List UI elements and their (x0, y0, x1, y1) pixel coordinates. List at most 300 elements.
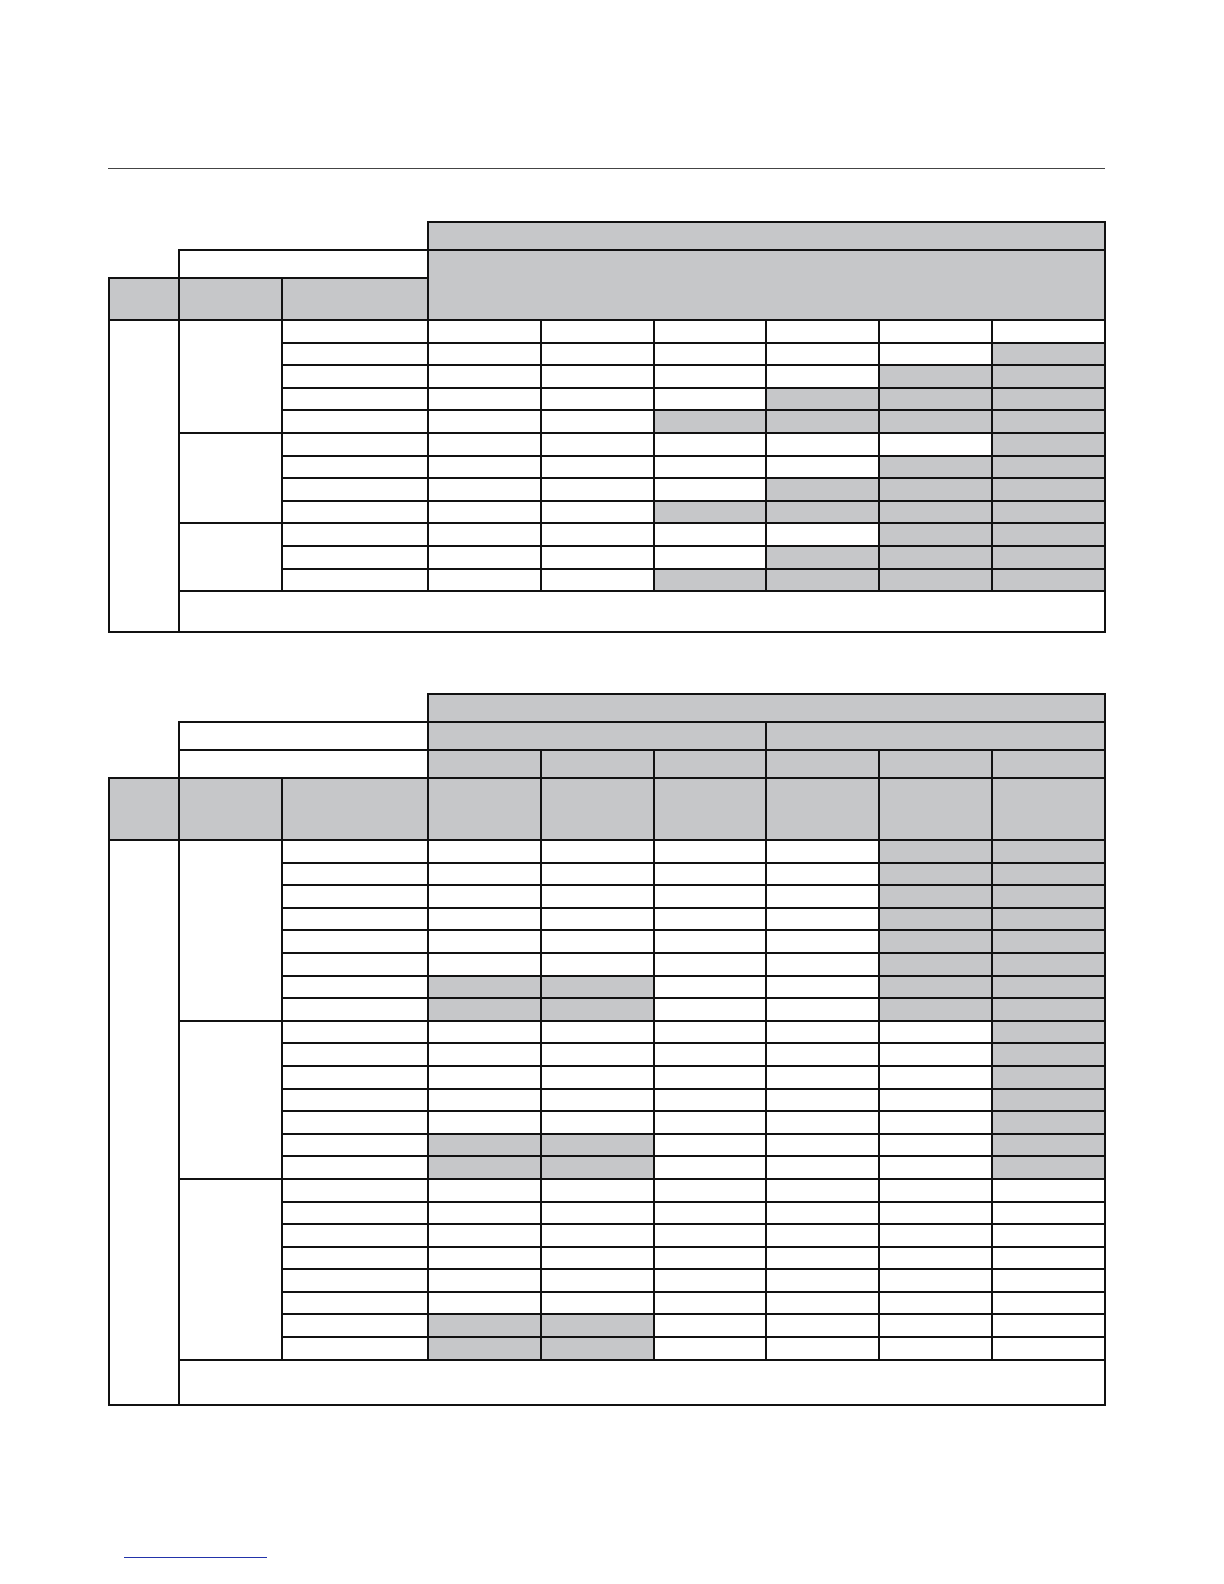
table-cell (428, 1202, 541, 1225)
row-label-cell (282, 433, 428, 456)
table-2-subheader-cell-a (179, 722, 428, 750)
table-footnote-row (109, 591, 1105, 632)
table-cell (654, 1089, 766, 1112)
table-cell (654, 885, 766, 908)
shaded-cell (992, 1156, 1105, 1179)
shaded-cell (879, 523, 992, 546)
shaded-cell (992, 1066, 1105, 1089)
shaded-cell (766, 569, 879, 592)
table-cell (428, 388, 541, 411)
shaded-cell (992, 863, 1105, 886)
table-footnote (179, 591, 1105, 632)
row-label-cell (282, 388, 428, 411)
table-2-header-col-8 (879, 778, 992, 840)
shaded-cell (541, 1156, 654, 1179)
row-group-cell (179, 1179, 282, 1360)
table-cell (879, 1337, 992, 1360)
row-label-cell (282, 1134, 428, 1157)
table-cell (879, 1179, 992, 1202)
table-cell (541, 1089, 654, 1112)
table-1-subheader-cell (179, 250, 428, 278)
table-cell (992, 1224, 1105, 1247)
table-cell (428, 1021, 541, 1044)
row-label-cell (282, 998, 428, 1021)
table-cell (541, 523, 654, 546)
table-2-header-col-2 (179, 778, 282, 840)
shaded-cell (541, 976, 654, 999)
table-cell (766, 885, 879, 908)
row-label-cell (282, 456, 428, 479)
table-cell (766, 1337, 879, 1360)
shaded-cell (992, 908, 1105, 931)
table-1 (108, 221, 1106, 633)
row-group-cell (179, 1021, 282, 1179)
table-cell (428, 1179, 541, 1202)
table-cell (654, 953, 766, 976)
shaded-cell (766, 501, 879, 524)
shaded-cell (879, 953, 992, 976)
table-cell (541, 410, 654, 433)
table-cell (428, 501, 541, 524)
table-cell (766, 1247, 879, 1270)
table-cell (428, 410, 541, 433)
table-cell (766, 1134, 879, 1157)
table-2-subcol-3 (654, 750, 766, 778)
table-cell (428, 456, 541, 479)
table-cell (428, 546, 541, 569)
shaded-cell (879, 478, 992, 501)
table-cell (654, 1314, 766, 1337)
table-cell (541, 1247, 654, 1270)
table-cell (428, 1269, 541, 1292)
top-rule (108, 168, 1105, 169)
table-cell (654, 863, 766, 886)
row-label-cell (282, 1314, 428, 1337)
table-cell (541, 433, 654, 456)
table-cell (541, 863, 654, 886)
table-cell (879, 1314, 992, 1337)
table-cell (766, 1269, 879, 1292)
table-1-column-group-header (428, 222, 1105, 250)
table-cell (541, 1292, 654, 1315)
shaded-cell (992, 410, 1105, 433)
shaded-cell (992, 478, 1105, 501)
row-label-cell (282, 908, 428, 931)
table-cell (766, 1021, 879, 1044)
table-cell (879, 1269, 992, 1292)
table-cell (766, 1314, 879, 1337)
table-cell (992, 1247, 1105, 1270)
table-cell (879, 1021, 992, 1044)
table-cell (428, 1292, 541, 1315)
table-cell (428, 1089, 541, 1112)
table-1-body (109, 222, 1105, 320)
table-cell (428, 478, 541, 501)
table-cell (654, 456, 766, 479)
table-1-header-row-1 (109, 222, 1105, 250)
shaded-cell (992, 1043, 1105, 1066)
table-2-header-col-3 (282, 778, 428, 840)
table-cell (766, 998, 879, 1021)
table-cell (654, 1111, 766, 1134)
table-cell (541, 456, 654, 479)
row-label-cell (282, 1179, 428, 1202)
table-cell (766, 953, 879, 976)
table-cell (654, 1021, 766, 1044)
shaded-cell (879, 456, 992, 479)
table-cell (654, 998, 766, 1021)
table-cell (428, 863, 541, 886)
table-2-subcol-5 (879, 750, 992, 778)
row-label-cell (282, 569, 428, 592)
table-cell (766, 1156, 879, 1179)
table-cell (541, 1202, 654, 1225)
row-label-cell (282, 1156, 428, 1179)
shaded-cell (766, 388, 879, 411)
table-cell (541, 1043, 654, 1066)
table-cell (654, 343, 766, 366)
table-1-header-col-1 (109, 278, 179, 320)
footnote-link-underline[interactable] (124, 1557, 267, 1558)
table-cell (879, 1292, 992, 1315)
table-cell (992, 1202, 1105, 1225)
table-cell (654, 840, 766, 863)
table-cell (541, 1111, 654, 1134)
shaded-cell (992, 388, 1105, 411)
table-cell (654, 365, 766, 388)
table-cell (992, 1314, 1105, 1337)
row-label-cell (282, 1269, 428, 1292)
shaded-cell (992, 885, 1105, 908)
table-cell (541, 1269, 654, 1292)
row-label-cell (282, 930, 428, 953)
table-cell (428, 908, 541, 931)
shaded-cell (541, 1134, 654, 1157)
table-cell (992, 1337, 1105, 1360)
table-row (109, 433, 1105, 456)
table-cell (766, 456, 879, 479)
table-cell (766, 840, 879, 863)
table-cell (428, 1111, 541, 1134)
shaded-cell (992, 1089, 1105, 1112)
table-2-header-col-1 (109, 778, 179, 840)
table-cell (428, 885, 541, 908)
table-cell (428, 320, 541, 343)
row-label-cell (282, 976, 428, 999)
table-cell (541, 546, 654, 569)
table-cell (766, 863, 879, 886)
table-cell (428, 1043, 541, 1066)
table-cell (654, 1179, 766, 1202)
table-cell (541, 953, 654, 976)
table-cell (541, 1021, 654, 1044)
table-cell (992, 1269, 1105, 1292)
table-row (109, 1179, 1105, 1202)
table-cell (428, 930, 541, 953)
row-label-cell (282, 1292, 428, 1315)
row-label-cell (282, 1247, 428, 1270)
table-cell (766, 1202, 879, 1225)
table-cell (428, 365, 541, 388)
shaded-cell (992, 433, 1105, 456)
table-2 (108, 693, 1106, 1406)
shaded-cell (992, 998, 1105, 1021)
table-1-data-rows (109, 320, 1105, 632)
shaded-cell (879, 501, 992, 524)
shaded-cell (992, 546, 1105, 569)
shaded-cell (879, 410, 992, 433)
table-cell (654, 1224, 766, 1247)
table-cell (766, 930, 879, 953)
table-cell (766, 976, 879, 999)
row-label-cell (282, 546, 428, 569)
row-category-cell (109, 320, 179, 632)
table-cell (428, 840, 541, 863)
table-cell (428, 1066, 541, 1089)
table-2-data-rows (109, 840, 1105, 1405)
table-cell (541, 885, 654, 908)
shaded-cell (879, 885, 992, 908)
shaded-cell (992, 523, 1105, 546)
table-cell (654, 478, 766, 501)
shaded-cell (428, 1134, 541, 1157)
table-footnote (179, 1360, 1105, 1405)
row-label-cell (282, 410, 428, 433)
table-cell (879, 320, 992, 343)
table-cell (428, 433, 541, 456)
table-cell (879, 1089, 992, 1112)
shaded-cell (992, 569, 1105, 592)
row-label-cell (282, 1202, 428, 1225)
table-cell (428, 523, 541, 546)
table-2-subcol-4 (766, 750, 879, 778)
table-cell (879, 1247, 992, 1270)
shaded-cell (541, 1337, 654, 1360)
table-cell (992, 1179, 1105, 1202)
table-cell (654, 1043, 766, 1066)
shaded-cell (992, 1111, 1105, 1134)
table-2-header-col-4 (428, 778, 541, 840)
table-cell (992, 320, 1105, 343)
table-cell (766, 908, 879, 931)
table-cell (879, 433, 992, 456)
shaded-cell (879, 365, 992, 388)
shaded-cell (992, 840, 1105, 863)
table-cell (879, 1111, 992, 1134)
shaded-cell (879, 908, 992, 931)
table-cell (541, 501, 654, 524)
shaded-cell (654, 501, 766, 524)
table-2-header-col-7 (766, 778, 879, 840)
row-group-cell (179, 433, 282, 523)
table-cell (428, 1247, 541, 1270)
row-label-cell (282, 1111, 428, 1134)
table-2-header-row-2 (109, 722, 1105, 750)
table-cell (654, 1337, 766, 1360)
shaded-cell (879, 863, 992, 886)
shaded-cell (992, 930, 1105, 953)
shaded-cell (879, 998, 992, 1021)
row-label-cell (282, 1089, 428, 1112)
table-cell (766, 1292, 879, 1315)
table-cell (879, 1066, 992, 1089)
row-label-cell (282, 1066, 428, 1089)
table-row (109, 523, 1105, 546)
table-cell (879, 1043, 992, 1066)
shaded-cell (428, 998, 541, 1021)
table-cell (766, 1066, 879, 1089)
table-2-header-row-1 (109, 694, 1105, 722)
table-cell (654, 1247, 766, 1270)
row-label-cell (282, 478, 428, 501)
shaded-cell (766, 410, 879, 433)
table-cell (654, 1292, 766, 1315)
shaded-cell (428, 1314, 541, 1337)
shaded-cell (992, 343, 1105, 366)
table-1-header-col-3 (282, 278, 428, 320)
table-cell (766, 343, 879, 366)
table-cell (654, 1202, 766, 1225)
row-label-cell (282, 1337, 428, 1360)
table-2-subcol-1 (428, 750, 541, 778)
table-2-subheader-cell-b (179, 750, 428, 778)
table-2-header-col-6 (654, 778, 766, 840)
table-cell (654, 433, 766, 456)
shaded-cell (654, 569, 766, 592)
shaded-cell (541, 998, 654, 1021)
table-cell (541, 908, 654, 931)
table-cell (766, 1111, 879, 1134)
table-cell (654, 930, 766, 953)
table-cell (541, 1224, 654, 1247)
row-label-cell (282, 320, 428, 343)
row-group-cell (179, 523, 282, 591)
table-cell (654, 523, 766, 546)
shaded-cell (766, 546, 879, 569)
table-cell (992, 1292, 1105, 1315)
row-label-cell (282, 863, 428, 886)
table-cell (766, 433, 879, 456)
table-cell (654, 388, 766, 411)
table-2-subcol-2 (541, 750, 654, 778)
table-cell (654, 1134, 766, 1157)
shaded-cell (992, 976, 1105, 999)
table-cell (766, 1043, 879, 1066)
table-cell (766, 320, 879, 343)
shaded-cell (992, 456, 1105, 479)
table-cell (766, 1179, 879, 1202)
table-cell (428, 343, 541, 366)
row-group-cell (179, 320, 282, 433)
table-cell (541, 840, 654, 863)
table-cell (766, 523, 879, 546)
row-label-cell (282, 523, 428, 546)
table-2-header-row-4 (109, 778, 1105, 840)
table-cell (879, 1224, 992, 1247)
table-footnote-row (109, 1360, 1105, 1405)
table-cell (766, 365, 879, 388)
table-cell (541, 930, 654, 953)
shaded-cell (428, 1337, 541, 1360)
shaded-cell (879, 388, 992, 411)
table-2-header-row-3 (109, 750, 1105, 778)
table-cell (766, 1224, 879, 1247)
shaded-cell (766, 478, 879, 501)
shaded-cell (992, 1021, 1105, 1044)
shaded-cell (541, 1314, 654, 1337)
shaded-cell (654, 410, 766, 433)
table-cell (541, 1179, 654, 1202)
table-cell (654, 908, 766, 931)
table-2-column-subgroup-right (766, 722, 1105, 750)
table-cell (541, 569, 654, 592)
table-cell (654, 976, 766, 999)
table-cell (879, 1156, 992, 1179)
row-label-cell (282, 501, 428, 524)
row-label-cell (282, 953, 428, 976)
row-label-cell (282, 885, 428, 908)
table-1-column-subheader (428, 250, 1105, 320)
table-cell (654, 1269, 766, 1292)
shaded-cell (992, 365, 1105, 388)
table-cell (654, 320, 766, 343)
row-label-cell (282, 343, 428, 366)
row-label-cell (282, 365, 428, 388)
shaded-cell (428, 1156, 541, 1179)
table-cell (654, 1156, 766, 1179)
table-cell (879, 1134, 992, 1157)
shaded-cell (992, 1134, 1105, 1157)
table-cell (541, 388, 654, 411)
table-cell (541, 365, 654, 388)
shaded-cell (992, 501, 1105, 524)
table-cell (766, 1089, 879, 1112)
row-category-cell (109, 840, 179, 1405)
table-1-header-col-2 (179, 278, 282, 320)
table-2-column-group-header (428, 694, 1105, 722)
table-cell (428, 953, 541, 976)
table-cell (541, 478, 654, 501)
table-cell (879, 1202, 992, 1225)
shaded-cell (879, 840, 992, 863)
shaded-cell (879, 930, 992, 953)
shaded-cell (879, 976, 992, 999)
table-cell (541, 1066, 654, 1089)
table-2-header-col-9 (992, 778, 1105, 840)
row-label-cell (282, 1224, 428, 1247)
row-label-cell (282, 840, 428, 863)
shaded-cell (879, 569, 992, 592)
shaded-cell (992, 953, 1105, 976)
row-label-cell (282, 1043, 428, 1066)
shaded-cell (428, 976, 541, 999)
table-row (109, 1021, 1105, 1044)
row-label-cell (282, 1021, 428, 1044)
table-2-head (109, 694, 1105, 840)
table-cell (879, 343, 992, 366)
table-2-subcol-6 (992, 750, 1105, 778)
table-cell (428, 569, 541, 592)
table-2-column-subgroup-left (428, 722, 766, 750)
row-group-cell (179, 840, 282, 1021)
table-cell (428, 1224, 541, 1247)
table-cell (654, 546, 766, 569)
table-row (109, 840, 1105, 863)
table-1-header-row-2 (109, 250, 1105, 278)
table-row (109, 320, 1105, 343)
table-cell (654, 1066, 766, 1089)
table-cell (541, 343, 654, 366)
